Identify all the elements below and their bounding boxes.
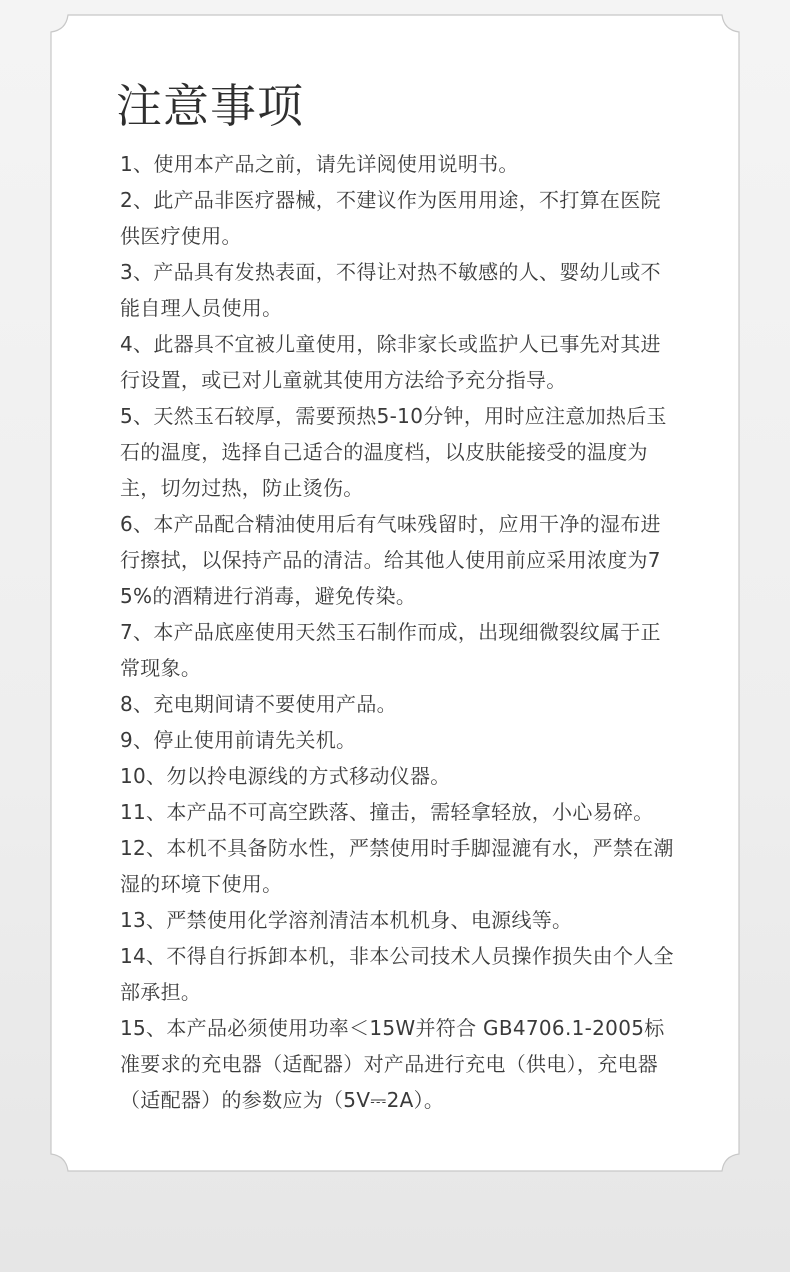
note-item-5: 5、天然玉石较厚，需要预热5-10分钟，用时应注意加热后玉石的温度，选择自己适合的温度档，以皮肤能接受的温度为主，切勿过热，防止烫伤。 xyxy=(120,404,667,500)
note-item-9: 9、停止使用前请先关机。 xyxy=(120,728,357,752)
note-item-8: 8、充电期间请不要使用产品。 xyxy=(120,692,397,716)
note-item-4: 4、此器具不宜被儿童使用，除非家长或监护人已事先对其进行设置，或已对儿童就其使用方法给予充分指导。 xyxy=(120,332,661,392)
note-item-15: 15、本产品必须使用功率＜15W并符合 GB4706.1-2005标准要求的充电器（适配器）对产品进行充电（供电），充电器（适配器）的参数应为（5V⎓2A）。 xyxy=(120,1016,665,1112)
notice-card xyxy=(50,14,740,1172)
note-item-1: 1、使用本产品之前，请先详阅使用说明书。 xyxy=(120,152,519,176)
note-item-10: 10、勿以拎电源线的方式移动仪器。 xyxy=(120,764,451,788)
page-title: 注意事项 xyxy=(116,79,304,133)
note-item-12: 12、本机不具备防水性，严禁使用时手脚湿漉有水，严禁在潮湿的环境下使用。 xyxy=(120,836,674,896)
note-item-14: 14、不得自行拆卸本机，非本公司技术人员操作损失由个人全部承担。 xyxy=(120,944,674,1004)
note-item-2: 2、此产品非医疗器械，不建议作为医用用途，不打算在医院供医疗使用。 xyxy=(120,188,661,248)
note-item-13: 13、严禁使用化学溶剂清洁本机机身、电源线等。 xyxy=(120,908,573,932)
note-item-3: 3、产品具有发热表面，不得让对热不敏感的人、婴幼儿或不能自理人员使用。 xyxy=(120,260,661,320)
note-item-6: 6、本产品配合精油使用后有气味残留时，应用干净的湿布进行擦拭，以保持产品的清洁。给其他人使用前应采用浓度为75%的酒精进行消毒，避免传染。 xyxy=(120,512,661,608)
notes-list xyxy=(120,146,680,1118)
note-item-11: 11、本产品不可高空跌落、撞击，需轻拿轻放，小心易碎。 xyxy=(120,800,654,824)
note-item-7: 7、本产品底座使用天然玉石制作而成，出现细微裂纹属于正常现象。 xyxy=(120,620,661,680)
